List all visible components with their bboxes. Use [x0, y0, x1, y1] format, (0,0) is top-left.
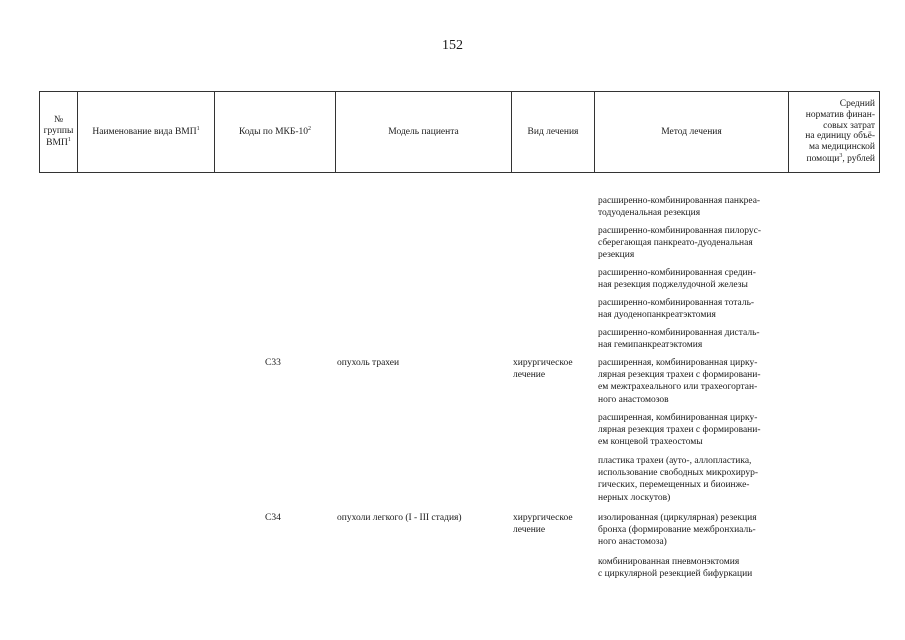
treatment-type: хирургическое лечение [513, 513, 573, 536]
icd-code: C34 [265, 513, 281, 523]
header-icd-codes: Коды по МКБ-$10^2$ [215, 92, 336, 173]
header-vmp-name: Наименование вида ВМП$^1$ [78, 92, 215, 173]
header-treatment-method: Метод лечения [595, 92, 789, 173]
method-item: расширенная, комбинированная цирку- лярная резекция трахеи с формировани- ем концевой трахеостомы [598, 413, 761, 448]
header-average-cost: Средний норматив финан- совых затрат на единицу объё- ма медицинской помощи$^3$, рублей [789, 92, 880, 173]
method-item: расширенно-комбинированная пилорус- сберегающая панкреато-дуоденальная резекция [598, 226, 762, 261]
treatment-type: хирургическое лечение [513, 358, 573, 381]
page-number: 152 [442, 38, 463, 53]
method-item: пластика трахеи (ауто-, аллопластика, использование свободных микрохирур- гических, перемещенных и биоинже- нерных лоскутов) [598, 456, 759, 503]
method-item: изолированная (циркулярная) резекция бронха (формирование межбронхиаль- ного анастомоза) [598, 513, 757, 548]
patient-model: опухоли легкого (I - III стадия) [337, 513, 462, 523]
method-item: расширенная, комбинированная цирку- лярная резекция трахеи с формировани- ем межтрахеального или трахеогортан- ного анастомозов [598, 358, 761, 405]
method-item: расширенно-комбинированная средин- ная резекция поджелудочной железы [598, 268, 756, 291]
header-treatment-type: Вид лечения [512, 92, 595, 173]
table-header [39, 91, 880, 173]
method-item: расширенно-комбинированная тоталь- ная дуоденопанкреатэктомия [598, 298, 755, 321]
header-patient-model: Модель пациента [336, 92, 512, 173]
method-item: расширенно-комбинированная панкреа- тодуоденальная резекция [598, 196, 761, 219]
header-group-number: № группы ВМП$^1$ [40, 92, 78, 173]
method-item: расширенно-комбинированная дисталь- ная гемипанкреатэктомия [598, 328, 760, 351]
patient-model: опухоль трахеи [337, 358, 400, 368]
icd-code: C33 [265, 358, 281, 368]
method-item: комбинированная пневмонэктомия с циркулярной резекцией бифуркации [598, 557, 753, 580]
